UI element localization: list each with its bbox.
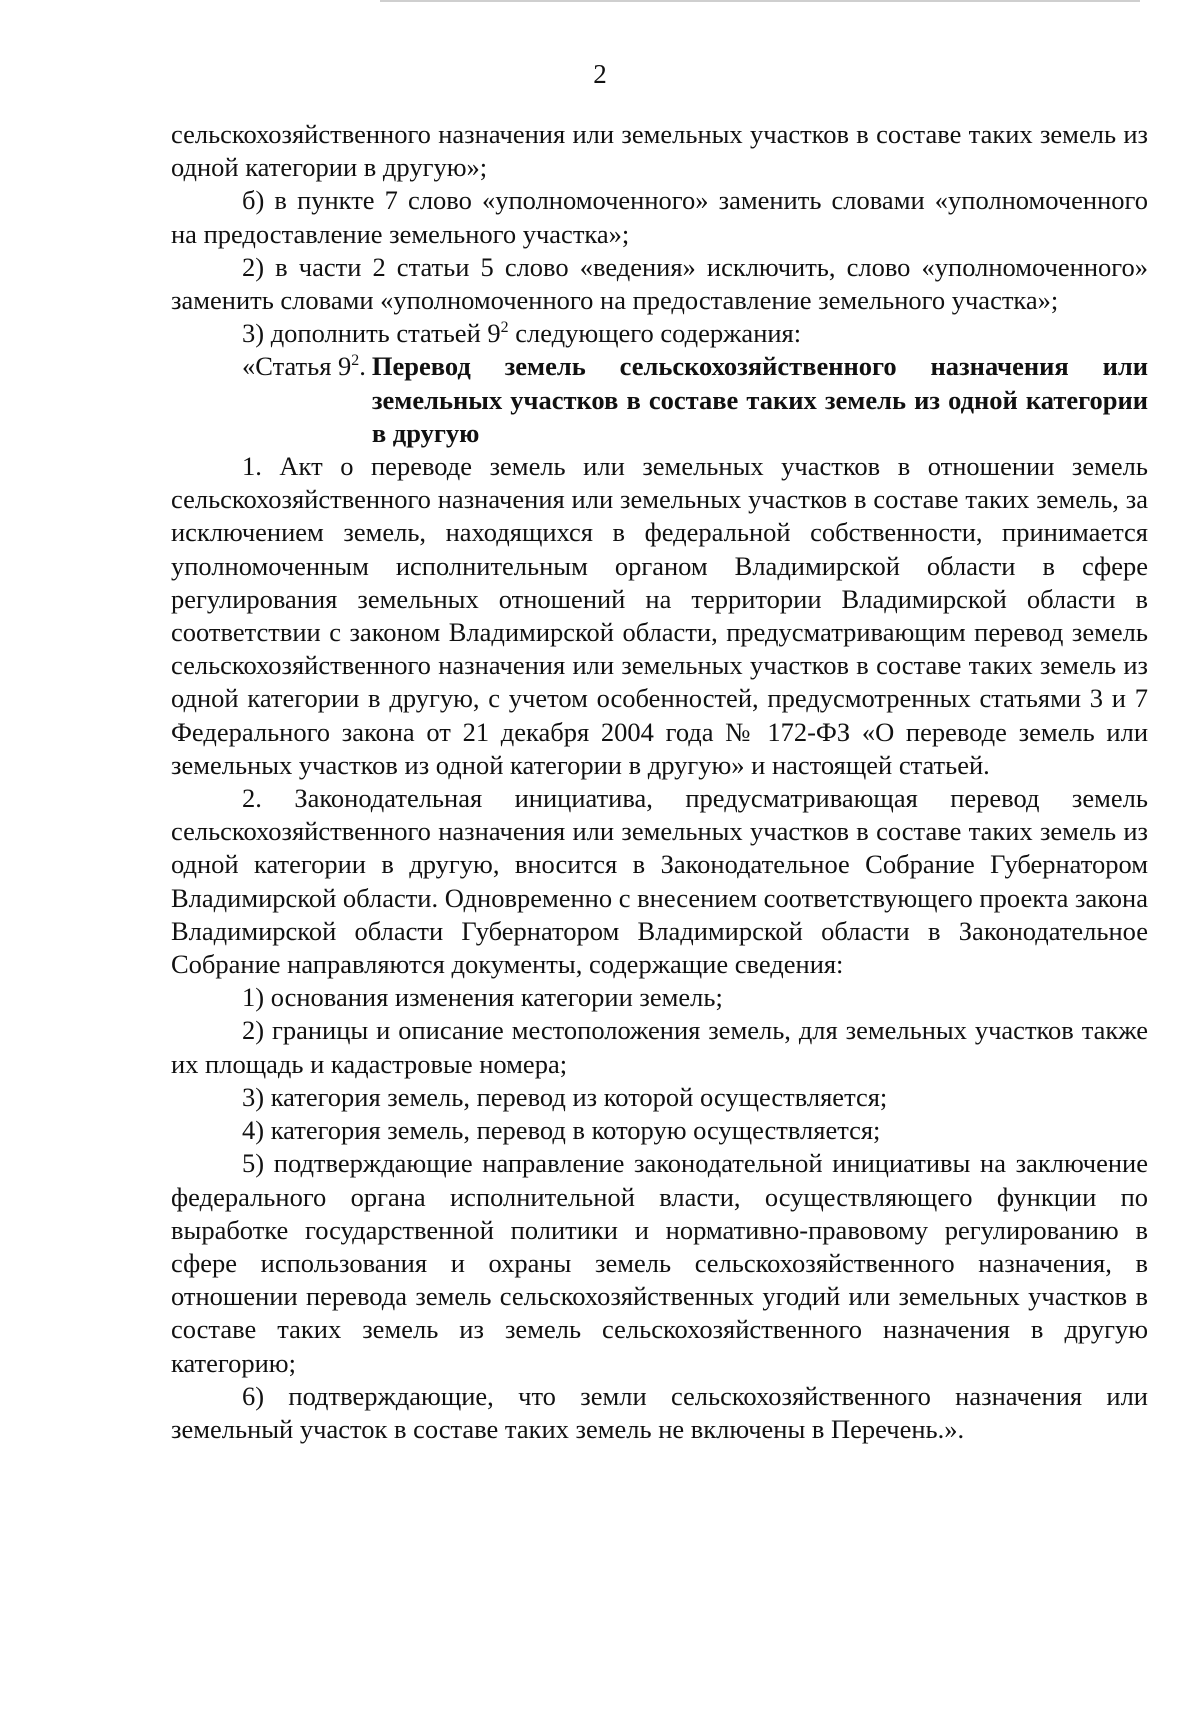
item-3-text-end: следующего содержания: bbox=[508, 318, 802, 349]
article-dot: . bbox=[359, 351, 366, 382]
article-heading bbox=[171, 350, 1148, 450]
article-superscript: 2 bbox=[351, 352, 360, 370]
paragraph-item-2: 2) в части 2 статьи 5 слово «ведения» исключить, слово «уполномоченного» заменить словами «уполномоченного на предоставление земельного участка»; bbox=[171, 251, 1148, 316]
item-3-text: 3) дополнить статьей 9 bbox=[242, 318, 501, 349]
article-title: Перевод земель сельскохозяйственного назначения или земельных участков в составе таких земель из одной категории в другую bbox=[371, 351, 1148, 448]
list-item-1: 1) основания изменения категории земель; bbox=[242, 982, 723, 1013]
article-number bbox=[242, 350, 366, 383]
list-item-5: 5) подтверждающие направление законодательной инициативы на заключение федерального органа исполнительной власти, осуществляющего функции по выработке государственной политики и нормативно-правовому регулированию в сфере использования и охраны земель сельскохозяйственного назначения, в отношении перевода земель сельскохозяйственных угодий или земельных участков в составе таких земель из земель сельскохозяйственного назначения в другую категорию; bbox=[171, 1148, 1148, 1378]
article-prefix: «Статья 9 bbox=[242, 351, 352, 382]
list-item-4: 4) категория земель, перевод в которую осуществляется; bbox=[242, 1115, 881, 1146]
page-number: 2 bbox=[593, 59, 607, 89]
section-1: 1. Акт о переводе земель или земельных участков в отношении земель сельскохозяйственного назначения или земельных участков в составе таких земель, за исключением земель, находящихся в федеральной собственности, принимается уполномоченным исполнительным органом Владимирской области в сфере регулирования земельных отношений на территории Владимирской области в соответствии с законом Владимирской области, предусматривающим перевод земель сельскохозяйственного назначения или земельных участков в составе таких земель из одной категории в другую, с учетом особенностей, предусмотренных статьями 3 и 7 Федерального закона от 21 декабря 2004 года № 172-ФЗ «О переводе земель или земельных участков из одной категории в другую» и настоящей статьей. bbox=[171, 451, 1148, 780]
paragraph-item-b: б) в пункте 7 слово «уполномоченного» заменить словами «уполномоченного на предоставление земельного участка»; bbox=[171, 185, 1148, 249]
list-item-2: 2) границы и описание местоположения земель, для земельных участков также их площадь и кадастровые номера; bbox=[171, 1015, 1148, 1079]
paragraph-continuation: сельскохозяйственного назначения или земельных участков в составе таких земель из одной категории в другую»; bbox=[171, 119, 1148, 183]
top-rule bbox=[380, 0, 1140, 2]
paragraph-item-3 bbox=[171, 317, 1148, 350]
item-3-superscript: 2 bbox=[500, 319, 509, 337]
document-body bbox=[171, 118, 1148, 1446]
list-item-6: 6) подтверждающие, что земли сельскохозяйственного назначения или земельный участок в составе таких земель не включены в Перечень.». bbox=[171, 1380, 1148, 1444]
list-item-3: 3) категория земель, перевод из которой осуществляется; bbox=[242, 1081, 888, 1112]
section-2: 2. Законодательная инициатива, предусматривающая перевод земель сельскохозяйственного назначения или земельных участков в составе таких земель из одной категории в другую, вносится в Законодательное Собрание Губернатором Владимирской области. Одновременно с внесением соответствующего проекта закона Владимирской области Губернатором Владимирской области в Законодательное Собрание направляются документы, содержащие сведения: bbox=[171, 783, 1148, 980]
